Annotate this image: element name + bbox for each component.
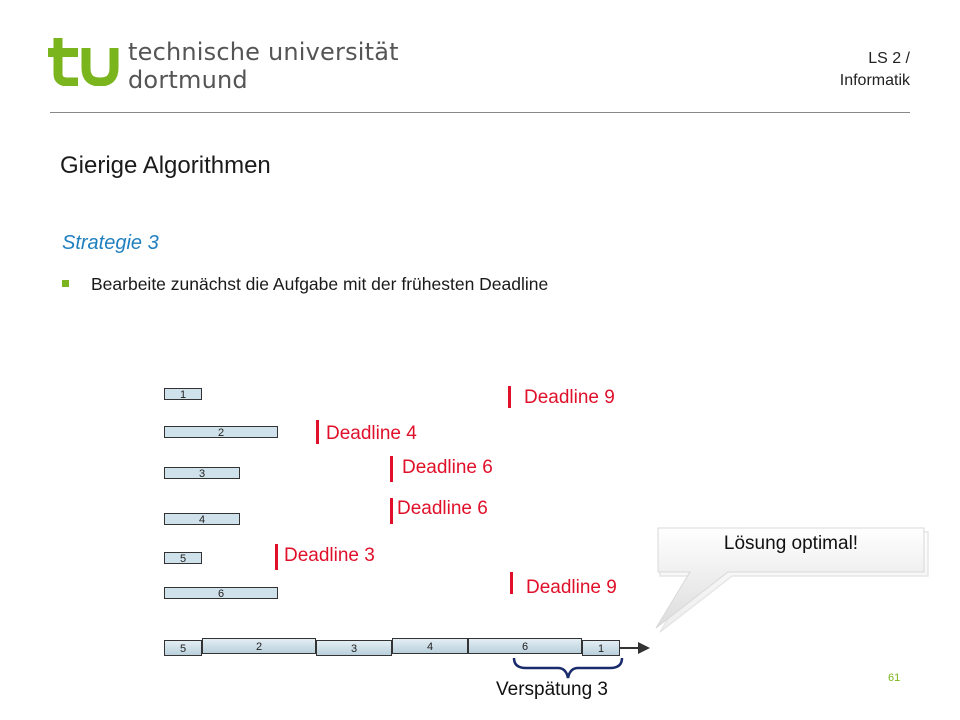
chair-label xyxy=(840,48,910,92)
job-bar-5: 5 xyxy=(164,552,202,564)
schedule-slot-2: 2 xyxy=(202,638,316,654)
schedule-slot-1: 5 xyxy=(164,640,202,656)
callout-text: Lösung optimal! xyxy=(723,533,859,554)
page-title: Gierige Algorithmen xyxy=(60,152,271,179)
deadline-marker-2 xyxy=(316,420,319,444)
deadline-label-2: Deadline 4 xyxy=(326,423,417,444)
schedule-slot-5: 6 xyxy=(468,638,582,654)
deadline-label-4: Deadline 6 xyxy=(397,498,488,519)
bullet-item xyxy=(62,274,548,295)
chair-label-line2: Informatik xyxy=(839,72,910,89)
deadline-label-6: Deadline 9 xyxy=(526,577,617,598)
university-name-line2: dortmund xyxy=(128,66,248,94)
subtitle: Strategie 3 xyxy=(62,232,159,254)
deadline-marker-4 xyxy=(390,498,393,524)
schedule-slot-6: 1 xyxy=(582,640,620,656)
deadline-label-5: Deadline 3 xyxy=(284,545,375,566)
deadline-marker-1 xyxy=(508,386,511,408)
deadline-marker-3 xyxy=(390,456,393,482)
university-name-line1: technische universität xyxy=(128,38,399,66)
job-bar-1: 1 xyxy=(164,388,202,400)
deadline-label-1: Deadline 9 xyxy=(524,387,615,408)
bullet-square-icon xyxy=(62,280,69,287)
job-bar-2: 2 xyxy=(164,426,278,438)
schedule-slot-4: 4 xyxy=(392,638,468,654)
job-bar-4: 4 xyxy=(164,513,240,525)
page-number: 61 xyxy=(888,672,901,684)
chair-label-line1: LS 2 / xyxy=(868,50,910,67)
university-name xyxy=(128,38,399,94)
deadline-marker-5 xyxy=(275,544,278,570)
bullet-text: Bearbeite zunächst die Aufgabe mit der frühesten Deadline xyxy=(91,274,549,294)
lateness-label: Verspätung 3 xyxy=(496,679,608,700)
schedule-slot-3: 3 xyxy=(316,640,392,656)
job-bar-3: 3 xyxy=(164,467,240,479)
job-bar-6: 6 xyxy=(164,587,278,599)
header-divider xyxy=(50,112,910,113)
tu-logo-icon xyxy=(48,34,124,86)
deadline-marker-6 xyxy=(510,572,513,594)
deadline-label-3: Deadline 6 xyxy=(402,457,493,478)
